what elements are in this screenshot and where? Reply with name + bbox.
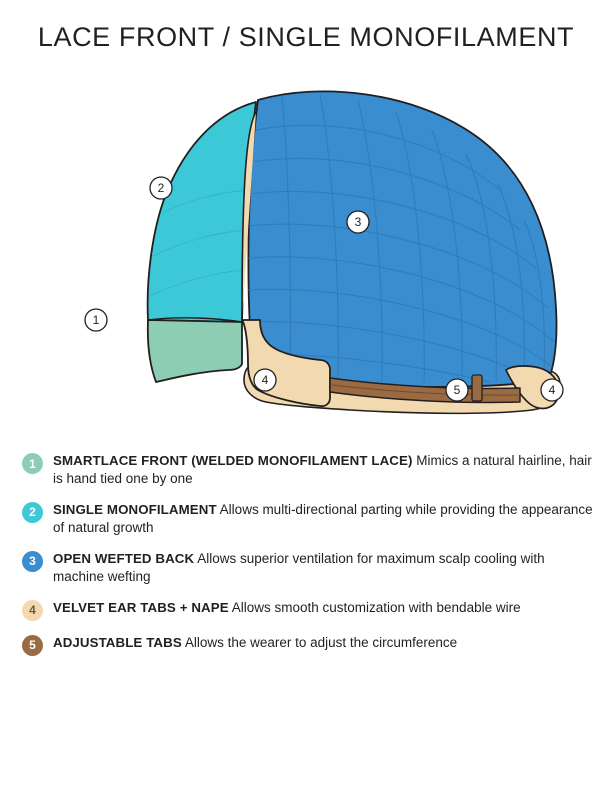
legend-desc-1: Mimics a natural hairline, hair is hand tied one by one xyxy=(53,453,592,486)
legend-desc-4: Allows smooth customization with bendable wire xyxy=(228,599,521,615)
open-wefted-back-region xyxy=(248,91,557,400)
legend-badge-2: 2 xyxy=(22,502,43,523)
callout-4-back-label: 4 xyxy=(548,383,556,397)
callout-1 xyxy=(85,309,107,331)
legend-term-3: OPEN WEFTED BACK xyxy=(53,550,195,566)
legend-badge-3: 3 xyxy=(22,551,43,572)
legend-desc-3: Allows superior ventilation for maximum scalp cooling with machine wefting xyxy=(53,550,545,584)
legend-item-1 xyxy=(22,452,597,488)
callout-5-label: 5 xyxy=(453,383,461,397)
legend-desc-2: Allows multi-directional parting while providing the appearance of natural growth xyxy=(53,501,593,535)
legend-desc-5: Allows the wearer to adjust the circumference xyxy=(181,634,458,650)
legend-item-5 xyxy=(22,634,597,656)
legend-text-2 xyxy=(53,501,593,537)
callout-3-label: 3 xyxy=(354,215,362,229)
legend-item-3 xyxy=(22,550,597,586)
legend-text-1 xyxy=(53,452,593,488)
legend-text-4 xyxy=(53,599,521,617)
legend-badge-4: 4 xyxy=(22,600,43,621)
callout-2 xyxy=(150,177,172,199)
legend-badge-5: 5 xyxy=(22,635,43,656)
legend-term-5: ADJUSTABLE TABS xyxy=(53,634,182,650)
callout-4-front-label: 4 xyxy=(261,373,269,387)
callout-4-back xyxy=(541,379,563,401)
callout-2-label: 2 xyxy=(157,181,165,195)
legend-badge-1: 1 xyxy=(22,453,43,474)
legend-text-3 xyxy=(53,550,593,586)
page-title: LACE FRONT / SINGLE MONOFILAMENT xyxy=(37,22,575,52)
legend-item-4 xyxy=(22,599,597,621)
callout-3 xyxy=(347,211,369,233)
wig-cap-construction-diagram xyxy=(20,70,592,430)
legend-term-4: VELVET EAR TABS + NAPE xyxy=(53,599,229,615)
single-monofilament-region xyxy=(146,102,256,322)
legend xyxy=(22,452,597,669)
legend-term-2: SINGLE MONOFILAMENT xyxy=(53,501,217,517)
legend-term-1: SMARTLACE FRONT (WELDED MONOFILAMENT LACE) xyxy=(53,453,413,468)
smartlace-front-region xyxy=(148,318,242,382)
legend-item-2 xyxy=(22,501,597,537)
callout-1-label: 1 xyxy=(92,313,100,327)
legend-text-5 xyxy=(53,634,457,652)
callout-5 xyxy=(446,379,468,401)
callout-4-front xyxy=(254,369,276,391)
